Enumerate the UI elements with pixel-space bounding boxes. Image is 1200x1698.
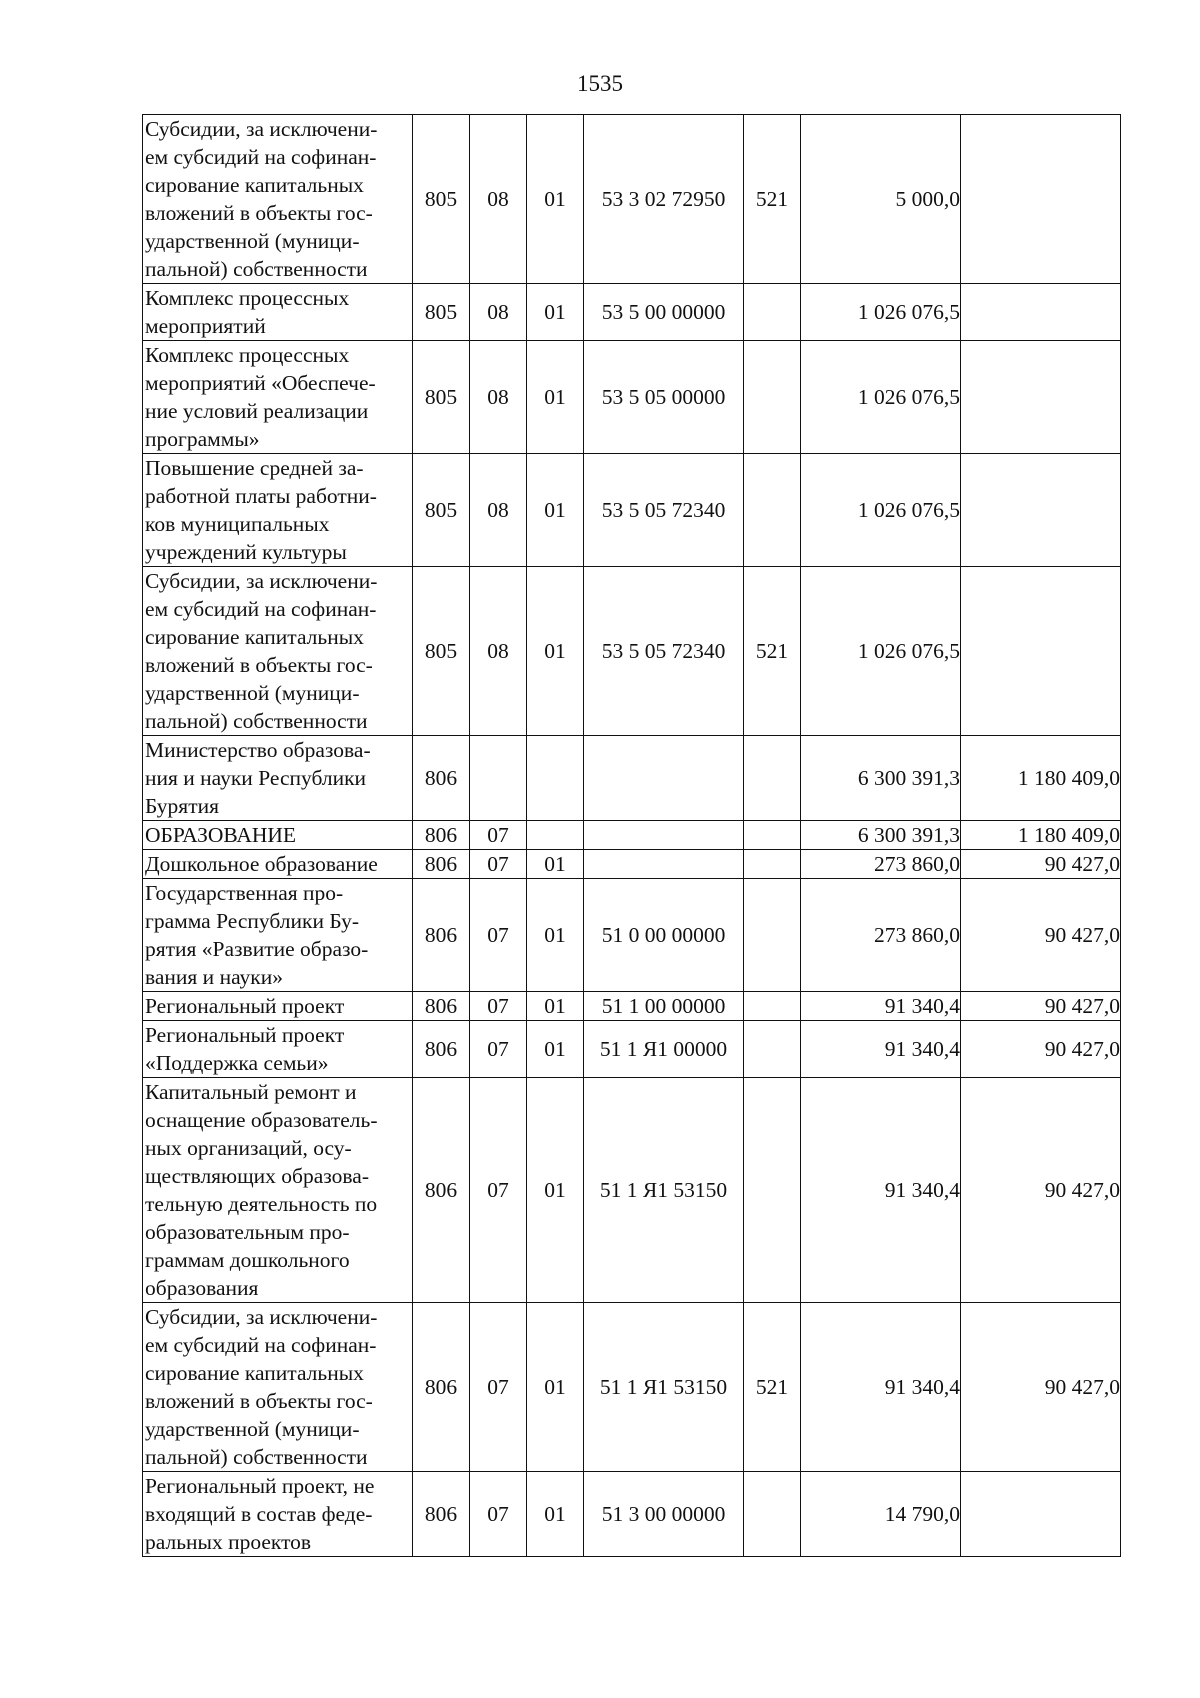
cell-name-line: ние условий реализации bbox=[145, 399, 369, 423]
cell-name-line: ральных проектов bbox=[145, 1530, 312, 1554]
cell-expense-type bbox=[744, 736, 801, 821]
cell-name-line: ем субсидий на софинан- bbox=[145, 1333, 377, 1357]
cell-subsection: 01 bbox=[527, 1021, 584, 1078]
cell-section: 07 bbox=[470, 1303, 527, 1472]
cell-amount-1: 1 026 076,5 bbox=[801, 567, 961, 736]
cell-expense-type bbox=[744, 1472, 801, 1557]
budget-table bbox=[142, 114, 1121, 1557]
cell-target-article: 51 1 Я1 53150 bbox=[584, 1303, 744, 1472]
cell-name-line: грамма Республики Бу- bbox=[145, 909, 360, 933]
cell-grbs: 806 bbox=[413, 736, 470, 821]
cell-name-line: образования bbox=[145, 1276, 259, 1300]
cell-name-line: оснащение образователь- bbox=[145, 1108, 378, 1132]
cell-grbs: 805 bbox=[413, 284, 470, 341]
cell-name-line: вложений в объекты гос- bbox=[145, 653, 373, 677]
cell-expense-type bbox=[744, 821, 801, 850]
cell-amount-2 bbox=[961, 567, 1121, 736]
cell-subsection: 01 bbox=[527, 850, 584, 879]
cell-name-line: программы» bbox=[145, 427, 260, 451]
table-row bbox=[143, 1021, 1121, 1078]
table-row bbox=[143, 850, 1121, 879]
cell-subsection: 01 bbox=[527, 284, 584, 341]
cell-subsection bbox=[527, 821, 584, 850]
cell-name-line: ния и науки Республики bbox=[145, 766, 367, 790]
cell-name bbox=[143, 1303, 413, 1472]
cell-name-line: ударственной (муници- bbox=[145, 1417, 360, 1441]
cell-expense-type bbox=[744, 341, 801, 454]
cell-amount-2 bbox=[961, 1472, 1121, 1557]
cell-name-line: ударственной (муници- bbox=[145, 681, 360, 705]
cell-expense-type: 521 bbox=[744, 115, 801, 284]
cell-name bbox=[143, 115, 413, 284]
cell-subsection: 01 bbox=[527, 1303, 584, 1472]
cell-name-line: Повышение средней за- bbox=[145, 456, 364, 480]
cell-target-article bbox=[584, 821, 744, 850]
page-number: 1535 bbox=[577, 71, 623, 96]
cell-grbs: 806 bbox=[413, 1303, 470, 1472]
cell-section: 08 bbox=[470, 284, 527, 341]
table-row bbox=[143, 454, 1121, 567]
cell-amount-2 bbox=[961, 454, 1121, 567]
cell-name-line: Государственная про- bbox=[145, 881, 344, 905]
cell-subsection: 01 bbox=[527, 341, 584, 454]
cell-section: 07 bbox=[470, 821, 527, 850]
cell-amount-2: 90 427,0 bbox=[961, 1078, 1121, 1303]
cell-name-line: вложений в объекты гос- bbox=[145, 1389, 373, 1413]
cell-amount-2: 90 427,0 bbox=[961, 1303, 1121, 1472]
cell-name-line: работной платы работни- bbox=[145, 484, 377, 508]
cell-subsection: 01 bbox=[527, 879, 584, 992]
cell-amount-1: 1 026 076,5 bbox=[801, 454, 961, 567]
cell-name bbox=[143, 879, 413, 992]
cell-name bbox=[143, 454, 413, 567]
table-row bbox=[143, 992, 1121, 1021]
cell-subsection: 01 bbox=[527, 454, 584, 567]
cell-target-article: 51 1 Я1 53150 bbox=[584, 1078, 744, 1303]
cell-grbs: 806 bbox=[413, 1021, 470, 1078]
cell-name-line: пальной) собственности bbox=[145, 709, 368, 733]
cell-section: 07 bbox=[470, 992, 527, 1021]
cell-expense-type bbox=[744, 992, 801, 1021]
cell-name bbox=[143, 850, 413, 879]
cell-name bbox=[143, 567, 413, 736]
cell-grbs: 806 bbox=[413, 879, 470, 992]
cell-section: 07 bbox=[470, 879, 527, 992]
cell-grbs: 806 bbox=[413, 1472, 470, 1557]
cell-target-article: 53 5 05 72340 bbox=[584, 454, 744, 567]
cell-name-line: Дошкольное образование bbox=[145, 852, 378, 876]
cell-expense-type bbox=[744, 284, 801, 341]
cell-name-line: сирование капитальных bbox=[145, 173, 364, 197]
table-row bbox=[143, 821, 1121, 850]
cell-subsection bbox=[527, 736, 584, 821]
cell-amount-2 bbox=[961, 341, 1121, 454]
cell-section: 07 bbox=[470, 1078, 527, 1303]
table-row bbox=[143, 1472, 1121, 1557]
cell-grbs: 805 bbox=[413, 454, 470, 567]
cell-section: 07 bbox=[470, 1021, 527, 1078]
cell-name-line: Региональный проект bbox=[145, 1023, 345, 1047]
cell-target-article: 51 3 00 00000 bbox=[584, 1472, 744, 1557]
cell-name-line: Министерство образова- bbox=[145, 738, 371, 762]
cell-expense-type: 521 bbox=[744, 1303, 801, 1472]
cell-amount-1: 6 300 391,3 bbox=[801, 736, 961, 821]
cell-name-line: ществляющих образова- bbox=[145, 1164, 369, 1188]
cell-amount-1: 1 026 076,5 bbox=[801, 284, 961, 341]
cell-name-line: входящий в состав феде- bbox=[145, 1502, 373, 1526]
cell-name-line: Бурятия bbox=[145, 794, 219, 818]
cell-expense-type bbox=[744, 454, 801, 567]
cell-amount-2: 1 180 409,0 bbox=[961, 821, 1121, 850]
cell-amount-2: 1 180 409,0 bbox=[961, 736, 1121, 821]
cell-name-line: мероприятий «Обеспече- bbox=[145, 371, 376, 395]
cell-name-line: вания и науки» bbox=[145, 965, 283, 989]
cell-name-line: Субсидии, за исключени- bbox=[145, 1305, 378, 1329]
cell-grbs: 805 bbox=[413, 115, 470, 284]
cell-name bbox=[143, 341, 413, 454]
table-row bbox=[143, 567, 1121, 736]
cell-name bbox=[143, 1021, 413, 1078]
cell-name bbox=[143, 1078, 413, 1303]
cell-grbs: 806 bbox=[413, 821, 470, 850]
cell-expense-type: 521 bbox=[744, 567, 801, 736]
cell-amount-1: 6 300 391,3 bbox=[801, 821, 961, 850]
cell-name-line: тельную деятельность по bbox=[145, 1192, 378, 1216]
cell-name-line: сирование капитальных bbox=[145, 1361, 364, 1385]
cell-name-line: ударственной (муници- bbox=[145, 229, 360, 253]
cell-name-line: ков муниципальных bbox=[145, 512, 330, 536]
table-row bbox=[143, 115, 1121, 284]
cell-subsection: 01 bbox=[527, 992, 584, 1021]
cell-expense-type bbox=[744, 879, 801, 992]
cell-amount-1: 273 860,0 bbox=[801, 879, 961, 992]
cell-name-line: Региональный проект bbox=[145, 994, 345, 1018]
table-row bbox=[143, 1303, 1121, 1472]
cell-name-line: учреждений культуры bbox=[145, 540, 347, 564]
cell-amount-2 bbox=[961, 284, 1121, 341]
cell-subsection: 01 bbox=[527, 567, 584, 736]
cell-name bbox=[143, 1472, 413, 1557]
cell-name-line: рятия «Развитие образо- bbox=[145, 937, 369, 961]
cell-subsection: 01 bbox=[527, 1472, 584, 1557]
cell-name-line: мероприятий bbox=[145, 314, 266, 338]
cell-amount-2 bbox=[961, 115, 1121, 284]
table-row bbox=[143, 879, 1121, 992]
cell-name-line: образовательным про- bbox=[145, 1220, 350, 1244]
cell-name-line: граммам дошкольного bbox=[145, 1248, 350, 1272]
cell-name-line: ОБРАЗОВАНИЕ bbox=[145, 823, 297, 847]
cell-name-line: пальной) собственности bbox=[145, 257, 368, 281]
cell-name bbox=[143, 736, 413, 821]
table-row bbox=[143, 1078, 1121, 1303]
cell-grbs: 805 bbox=[413, 567, 470, 736]
cell-amount-2: 90 427,0 bbox=[961, 850, 1121, 879]
cell-name bbox=[143, 284, 413, 341]
cell-grbs: 805 bbox=[413, 341, 470, 454]
cell-expense-type bbox=[744, 850, 801, 879]
cell-name-line: Субсидии, за исключени- bbox=[145, 117, 378, 141]
cell-section: 08 bbox=[470, 567, 527, 736]
cell-grbs: 806 bbox=[413, 992, 470, 1021]
cell-target-article: 51 1 00 00000 bbox=[584, 992, 744, 1021]
cell-target-article: 53 5 05 00000 bbox=[584, 341, 744, 454]
cell-amount-1: 91 340,4 bbox=[801, 992, 961, 1021]
cell-name-line: сирование капитальных bbox=[145, 625, 364, 649]
cell-target-article bbox=[584, 736, 744, 821]
cell-target-article: 51 1 Я1 00000 bbox=[584, 1021, 744, 1078]
table-row bbox=[143, 284, 1121, 341]
cell-subsection: 01 bbox=[527, 115, 584, 284]
cell-amount-1: 273 860,0 bbox=[801, 850, 961, 879]
cell-expense-type bbox=[744, 1078, 801, 1303]
cell-name-line: Комплекс процессных bbox=[145, 286, 350, 310]
cell-subsection: 01 bbox=[527, 1078, 584, 1303]
cell-name-line: ем субсидий на софинан- bbox=[145, 597, 377, 621]
cell-name-line: Региональный проект, не bbox=[145, 1474, 375, 1498]
cell-name-line: Субсидии, за исключени- bbox=[145, 569, 378, 593]
cell-target-article: 51 0 00 00000 bbox=[584, 879, 744, 992]
cell-name-line: пальной) собственности bbox=[145, 1445, 368, 1469]
cell-amount-2: 90 427,0 bbox=[961, 1021, 1121, 1078]
cell-expense-type bbox=[744, 1021, 801, 1078]
cell-amount-1: 1 026 076,5 bbox=[801, 341, 961, 454]
cell-name-line: ных организаций, осу- bbox=[145, 1136, 352, 1160]
cell-name-line: вложений в объекты гос- bbox=[145, 201, 373, 225]
cell-amount-1: 91 340,4 bbox=[801, 1021, 961, 1078]
cell-name bbox=[143, 992, 413, 1021]
cell-target-article: 53 3 02 72950 bbox=[584, 115, 744, 284]
cell-section: 08 bbox=[470, 341, 527, 454]
cell-amount-1: 5 000,0 bbox=[801, 115, 961, 284]
cell-amount-1: 91 340,4 bbox=[801, 1078, 961, 1303]
cell-amount-2: 90 427,0 bbox=[961, 879, 1121, 992]
cell-grbs: 806 bbox=[413, 1078, 470, 1303]
cell-grbs: 806 bbox=[413, 850, 470, 879]
cell-section: 08 bbox=[470, 115, 527, 284]
cell-section bbox=[470, 736, 527, 821]
cell-target-article bbox=[584, 850, 744, 879]
cell-target-article: 53 5 00 00000 bbox=[584, 284, 744, 341]
cell-section: 07 bbox=[470, 1472, 527, 1557]
cell-section: 08 bbox=[470, 454, 527, 567]
cell-name bbox=[143, 821, 413, 850]
cell-target-article: 53 5 05 72340 bbox=[584, 567, 744, 736]
cell-name-line: Капитальный ремонт и bbox=[145, 1080, 357, 1104]
budget-table-body bbox=[143, 115, 1121, 1557]
cell-name-line: «Поддержка семьи» bbox=[145, 1051, 329, 1075]
table-row bbox=[143, 341, 1121, 454]
cell-amount-1: 91 340,4 bbox=[801, 1303, 961, 1472]
cell-name-line: ем субсидий на софинан- bbox=[145, 145, 377, 169]
cell-name-line: Комплекс процессных bbox=[145, 343, 350, 367]
cell-section: 07 bbox=[470, 850, 527, 879]
cell-amount-2: 90 427,0 bbox=[961, 992, 1121, 1021]
table-row bbox=[143, 736, 1121, 821]
cell-amount-1: 14 790,0 bbox=[801, 1472, 961, 1557]
